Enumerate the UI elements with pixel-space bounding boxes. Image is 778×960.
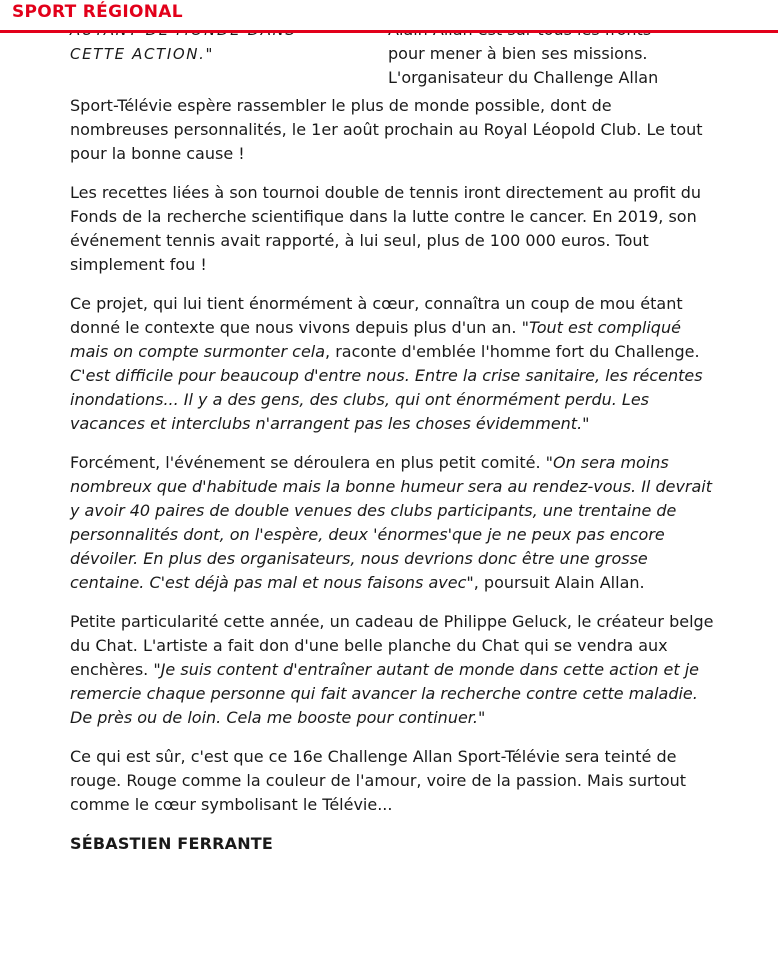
header-divider	[0, 30, 778, 33]
body-text: , poursuit Alain Allan.	[473, 573, 645, 592]
right-column-line: L'organisateur du Challenge Allan	[388, 68, 659, 87]
section-header	[0, 0, 778, 33]
quote-text: C'est difficile pour beaucoup d'entre nous. Entre la crise sanitaire, les récentes inondations... Il y a des gens, des clubs, qui ont énormément perdu. Les vacances et interclubs n'arrangent pas les choses évidemment."	[70, 366, 703, 433]
article-body	[70, 0, 715, 856]
author-byline: SÉBASTIEN FERRANTE	[70, 834, 274, 853]
pull-quote-line: CETTE ACTION."	[70, 45, 214, 63]
article-paragraph	[70, 745, 715, 817]
quote-text: "Tout est compliqué mais on compte surmonter cela	[70, 318, 681, 361]
article-paragraph	[70, 181, 715, 277]
section-title: SPORT RÉGIONAL	[12, 2, 183, 22]
body-text: Ce qui est sûr, c'est que ce 16e Challenge Allan Sport-Télévie sera teinté de rouge. Rouge comme la couleur de l'amour, voire de la passion. Mais surtout comme le cœur symbolisant le Télévie...	[70, 747, 687, 814]
article-paragraph	[70, 451, 715, 595]
body-text: Ce projet, qui lui tient énormément à cœur, connaîtra un coup de mou étant donné le contexte que nous vivons depuis plus d'un an.	[70, 294, 683, 337]
article-paragraph	[70, 292, 715, 436]
quote-text: "On sera moins nombreux que d'habitude mais la bonne humeur sera au rendez-vous. Il devrait y avoir 40 paires de double venues des clubs participants, une trentaine de personnalités dont, on l'espère, deux 'énormes'que je ne peux pas encore dévoiler. En plus des organisateurs, nous devrions donc être une grosse centaine. C'est déjà pas mal et nous faisons avec"	[70, 453, 713, 592]
article-paragraphs	[70, 94, 715, 817]
body-text: Petite particularité cette année, un cadeau de Philippe Geluck, le créateur belge du Chat. L'artiste a fait don d'une belle planche du Chat qui se vendra aux enchères.	[70, 612, 714, 679]
article-paragraph	[70, 94, 715, 166]
right-column-line: pour mener à bien ses missions.	[388, 44, 648, 63]
article-paragraph	[70, 610, 715, 730]
body-text: Forcément, l'événement se déroulera en plus petit comité.	[70, 453, 546, 472]
body-text: , raconte d'emblée l'homme fort du Challenge.	[325, 342, 700, 361]
body-text: Sport-Télévie espère rassembler le plus de monde possible, dont de nombreuses personnalités, le 1er août prochain au Royal Léopold Club. Le tout pour la bonne cause !	[70, 96, 703, 163]
quote-text: "Je suis content d'entraîner autant de monde dans cette action et je remercie chaque personne qui fait avancer la recherche contre cette maladie. De près ou de loin. Cela me booste pour continuer."	[70, 660, 700, 727]
body-text: Les recettes liées à son tournoi double de tennis iront directement au profit du Fonds de la recherche scientifique dans la lutte contre le cancer. En 2019, son événement tennis avait rapporté, à lui seul, plus de 100 000 euros. Tout simplement fou !	[70, 183, 702, 274]
